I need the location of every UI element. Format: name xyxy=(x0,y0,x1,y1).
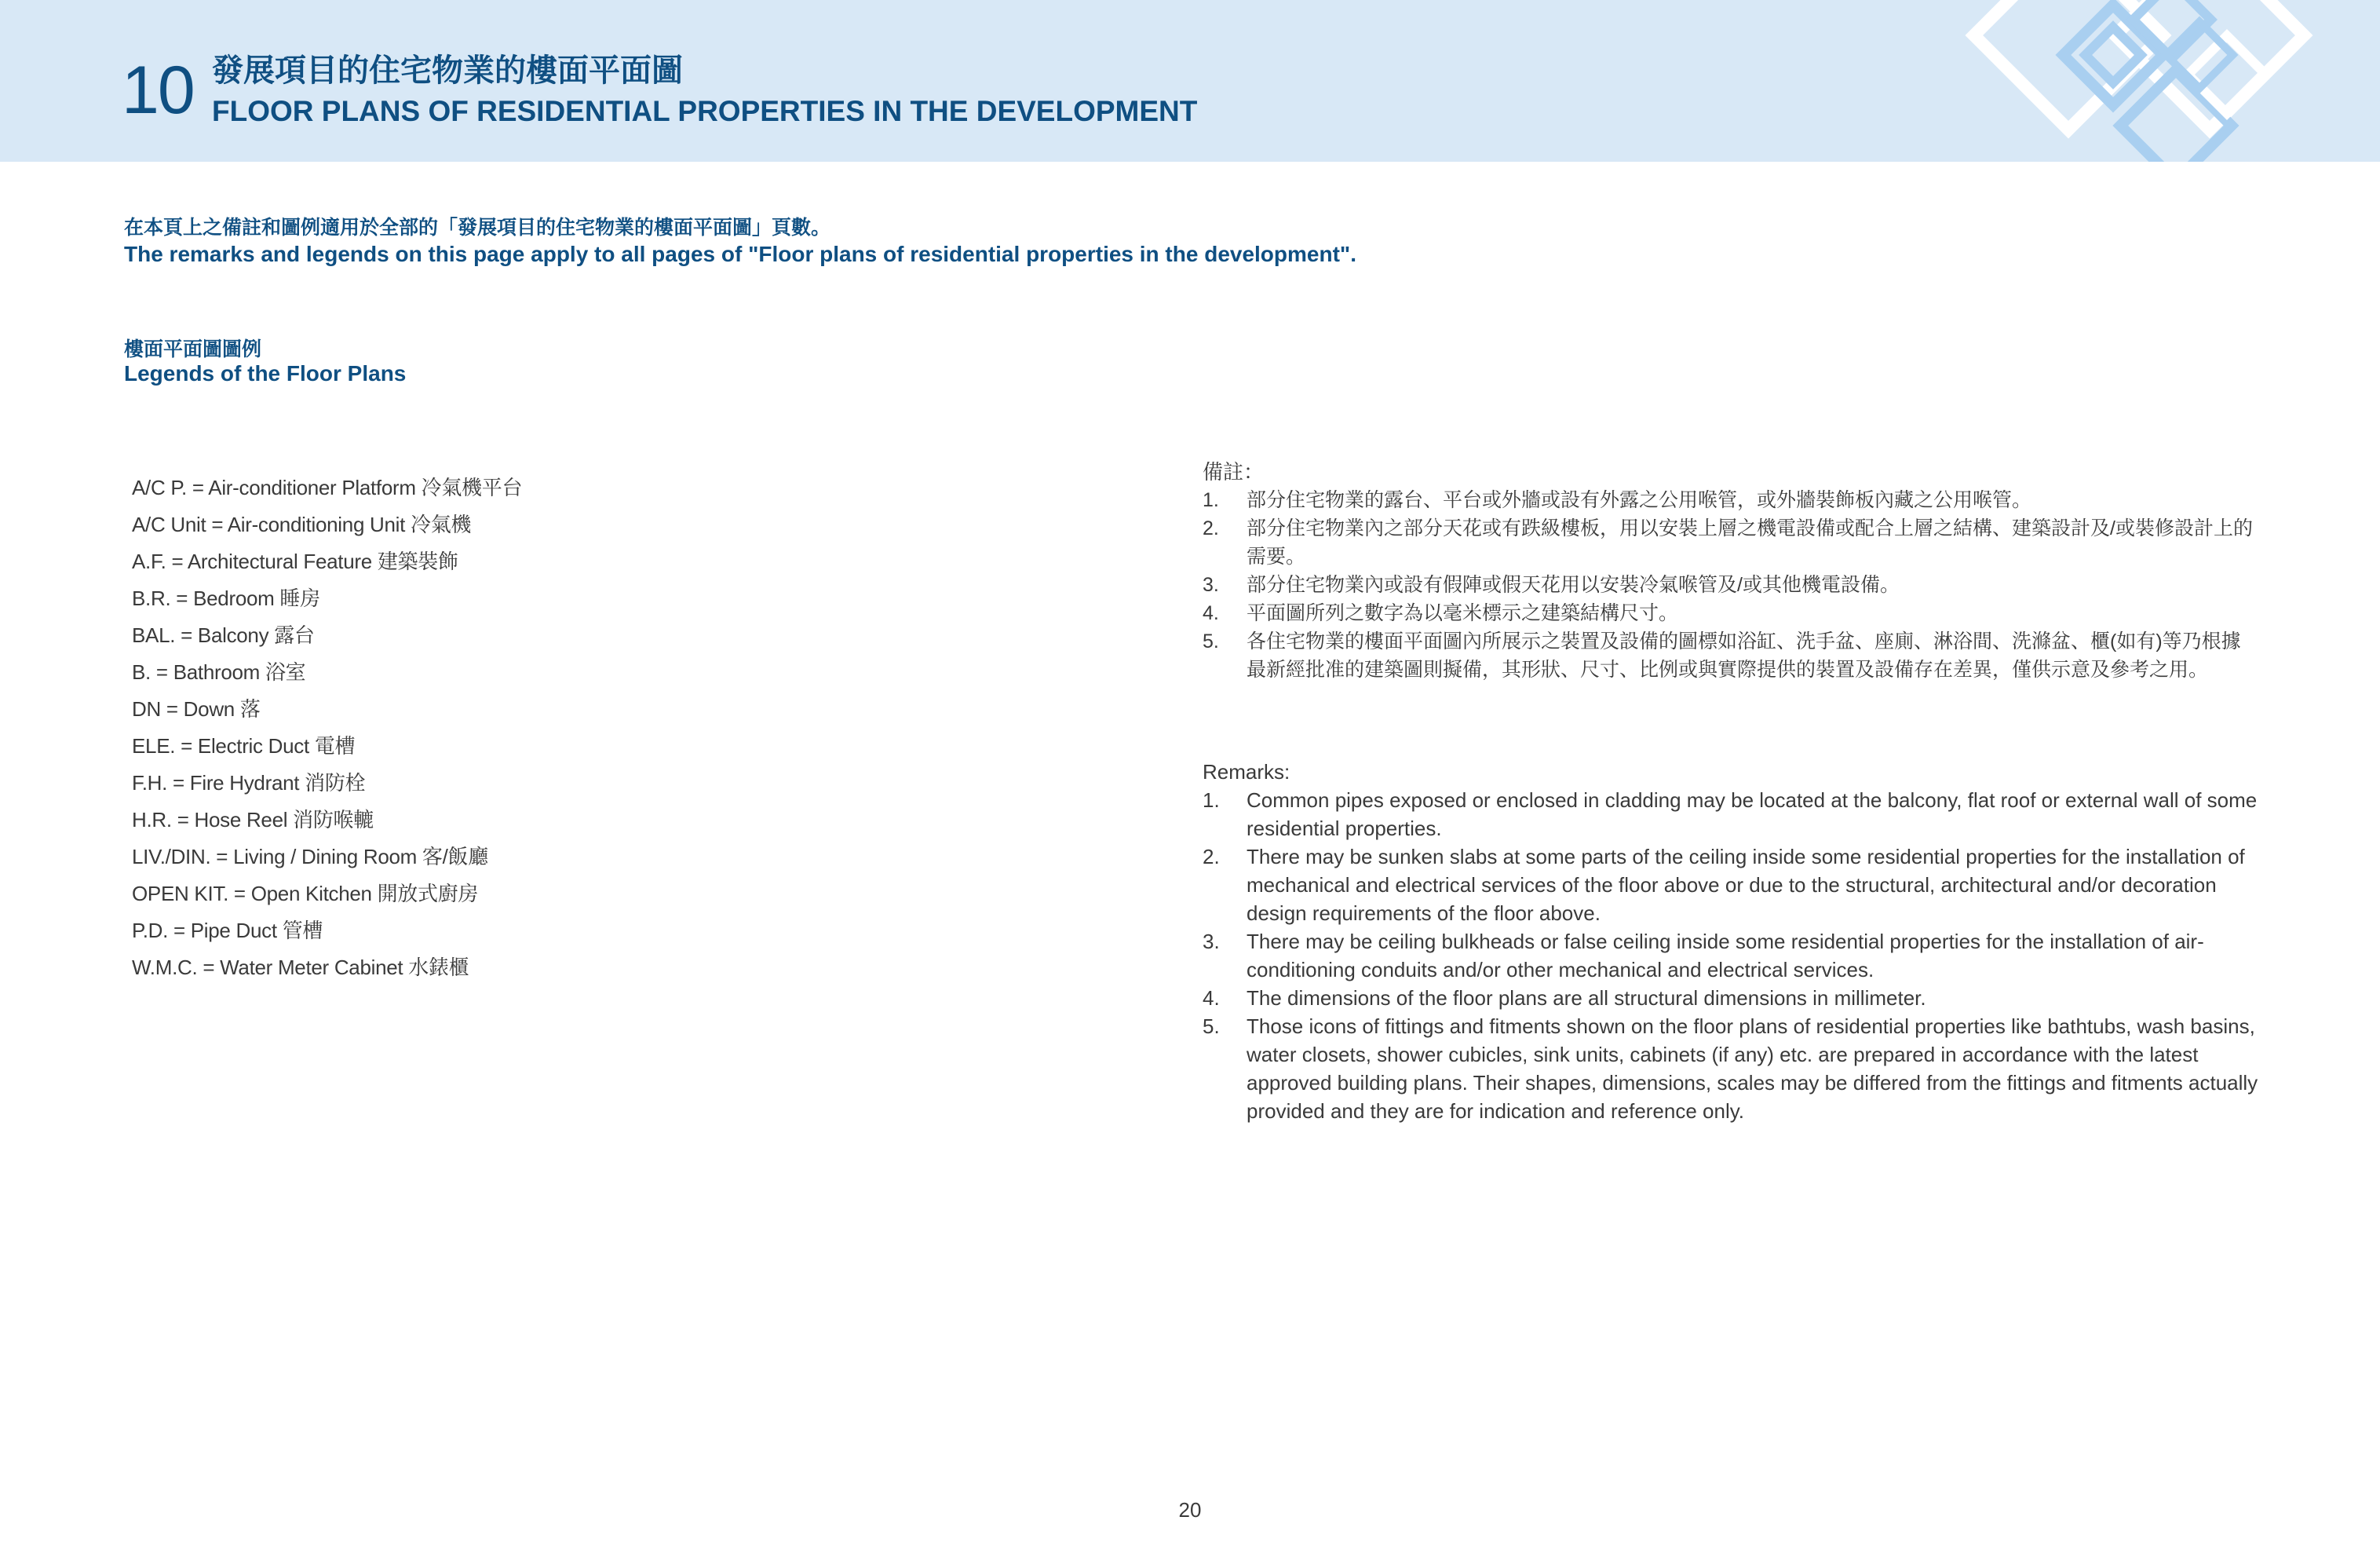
remarks-zh xyxy=(1203,458,2258,684)
remark-number: 2. xyxy=(1203,845,1220,868)
remark-text: 部分住宅物業的露台、平台或外牆或設有外露之公用喉管，或外牆裝飾板內藏之公用喉管。 xyxy=(1247,489,2032,511)
page-title-en: FLOOR PLANS OF RESIDENTIAL PROPERTIES IN THE DEVELOPMENT xyxy=(212,95,1198,127)
remark-number: 2. xyxy=(1203,517,1219,539)
remarks-heading-zh: 備註： xyxy=(1203,460,1265,484)
remark-text: Those icons of fittings and fitments shown on the floor plans of residential properties like bathtubs, wash basins, water closets, shower cubicles, sink units, cabinets (if any) etc. are prepared in accordance with the latest approved building plans. Their shapes, dimensions, scales may be differed from the fittings and fitments actually provided and they are for indication and reference only. xyxy=(1247,1014,2258,1123)
remark-item xyxy=(1203,786,2258,842)
remark-text: Common pipes exposed or enclosed in cladding may be located at the balcony, flat roof or external wall of some residential properties. xyxy=(1247,788,2258,840)
remark-item xyxy=(1203,927,2258,984)
legend-item: BAL. = Balcony 露台 xyxy=(132,623,315,647)
page-number: 20 xyxy=(1178,1498,1202,1522)
remark-item xyxy=(1203,571,2258,599)
remark-text: 部分住宅物業內或設有假陣或假天花用以安裝冷氣喉管及/或其他機電設備。 xyxy=(1247,574,1900,596)
remarks-heading-en: Remarks: xyxy=(1203,760,1290,784)
remark-text: The dimensions of the floor plans are all structural dimensions in millimeter. xyxy=(1247,986,1926,1010)
legend-heading-zh: 樓面平面圖圖例 xyxy=(124,338,262,360)
remark-item xyxy=(1203,486,2258,514)
remark-text: There may be sunken slabs at some parts of the ceiling inside some residential properties for the installation of mechanical and electrical services of the floor above or due to the structural, architectural and/or decoration design requirements of the floor above. xyxy=(1247,845,2245,925)
remark-number: 1. xyxy=(1203,489,1219,511)
legend-item: B. = Bathroom 浴室 xyxy=(132,660,306,684)
header-band xyxy=(0,0,2380,162)
legend-item: A/C Unit = Air-conditioning Unit 冷氣機 xyxy=(132,513,472,536)
legend-item: P.D. = Pipe Duct 管槽 xyxy=(132,919,323,942)
legend-item: ELE. = Electric Duct 電槽 xyxy=(132,734,356,758)
legend-item: F.H. = Fire Hydrant 消防栓 xyxy=(132,771,366,795)
remark-item xyxy=(1203,627,2258,684)
remark-number: 5. xyxy=(1203,1014,1220,1038)
legend-item: OPEN KIT. = Open Kitchen 開放式廚房 xyxy=(132,882,479,905)
remark-item xyxy=(1203,1012,2258,1125)
diamond-pattern-icon xyxy=(1940,0,2380,162)
remark-text: 各住宅物業的樓面平面圖內所展示之裝置及設備的圖標如浴缸、洗手盆、座廁、淋浴間、洗滌盆、櫃(如有)等乃根據最新經批准的建築圖則擬備，其形狀、尺寸、比例或與實際提供的裝置及設備存在差異，僅供示意及參考之用。 xyxy=(1247,630,2241,681)
remark-number: 4. xyxy=(1203,602,1219,624)
page-title-zh: 發展項目的住宅物業的樓面平面圖 xyxy=(212,52,683,89)
applies-note-en: The remarks and legends on this page apply to all pages of "Floor plans of residential properties in the development". xyxy=(124,242,1356,266)
remarks-list-zh xyxy=(1203,486,2258,684)
legend-item: W.M.C. = Water Meter Cabinet 水錶櫃 xyxy=(132,956,469,979)
legend-item: DN = Down 落 xyxy=(132,697,261,721)
remark-text: 平面圖所列之數字為以毫米標示之建築結構尺寸。 xyxy=(1247,602,1679,624)
remark-number: 5. xyxy=(1203,630,1219,652)
remark-number: 3. xyxy=(1203,930,1220,953)
remark-item xyxy=(1203,842,2258,927)
remark-item xyxy=(1203,599,2258,627)
remark-text: 部分住宅物業內之部分天花或有跌級樓板，用以安裝上層之機電設備或配合上層之結構、建築設計及/或裝修設計上的需要。 xyxy=(1247,517,2253,568)
remarks-en xyxy=(1203,758,2258,1125)
legend-list xyxy=(132,470,522,986)
remark-number: 3. xyxy=(1203,574,1219,596)
remark-item xyxy=(1203,514,2258,571)
legend-item: A.F. = Architectural Feature 建築裝飾 xyxy=(132,550,458,573)
remark-item xyxy=(1203,984,2258,1012)
legend-item: B.R. = Bedroom 睡房 xyxy=(132,587,320,610)
remarks-list-en xyxy=(1203,786,2258,1125)
remark-text: There may be ceiling bulkheads or false ceiling inside some residential properties for the installation of air-conditioning conduits and/or other mechanical and electrical services. xyxy=(1247,930,2204,981)
remark-number: 1. xyxy=(1203,788,1220,812)
legend-item: A/C P. = Air-conditioner Platform 冷氣機平台 xyxy=(132,476,523,499)
legend-heading-en: Legends of the Floor Plans xyxy=(124,361,407,386)
legend-item: LIV./DIN. = Living / Dining Room 客/飯廳 xyxy=(132,845,488,868)
applies-note-zh: 在本頁上之備註和圖例適用於全部的「發展項目的住宅物業的樓面平面圖」頁數。 xyxy=(124,216,831,239)
section-number: 10 xyxy=(122,53,194,128)
remark-number: 4. xyxy=(1203,986,1220,1010)
legend-item: H.R. = Hose Reel 消防喉轆 xyxy=(132,808,374,831)
